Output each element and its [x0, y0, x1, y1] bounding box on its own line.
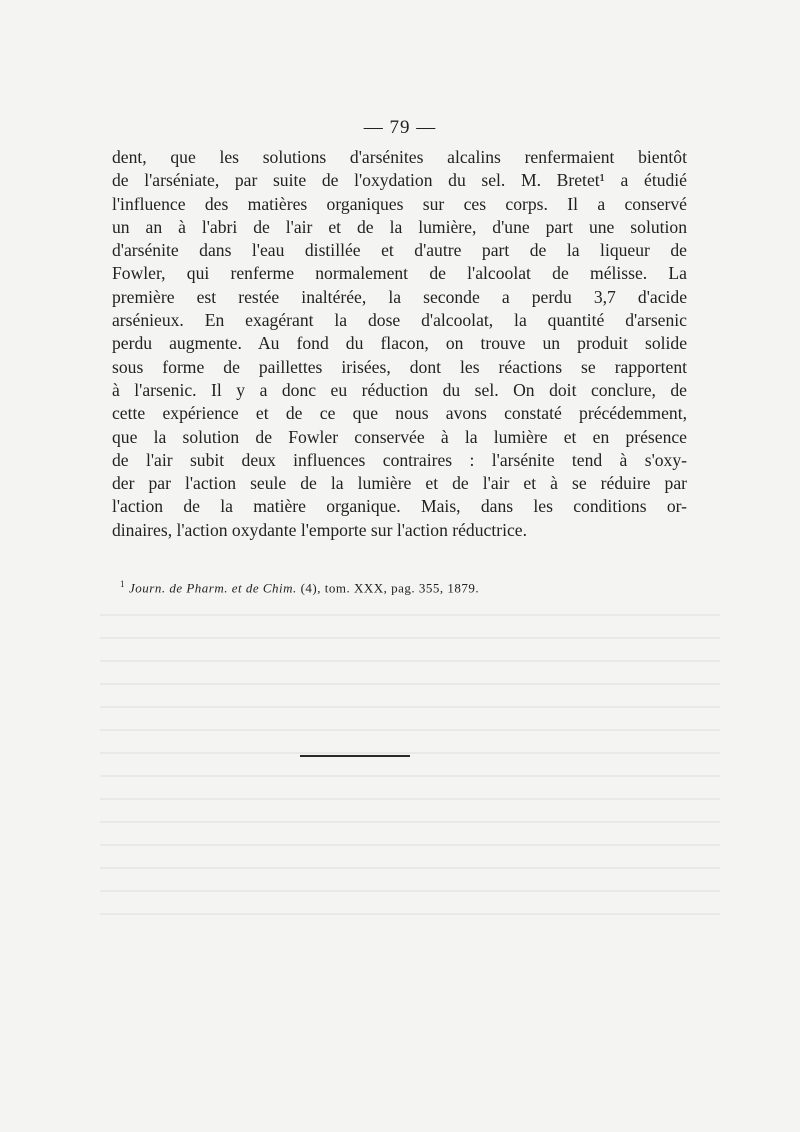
- body-text: [112, 146, 687, 542]
- text-line: l'influence des matières organiques sur ces corps. Il a conservé: [112, 193, 687, 214]
- footnote: [120, 579, 680, 596]
- text-line: Fowler, qui renferme normalement de l'alcoolat de mélisse. La: [112, 263, 687, 284]
- section-divider: [300, 755, 410, 757]
- text-line: de l'air subit deux influences contraires : l'arsénite tend à s'oxy-: [112, 449, 687, 470]
- text-line: der par l'action seule de la lumière et de l'air et à se réduire par: [112, 473, 687, 494]
- text-line: perdu augmente. Au fond du flacon, on trouve un produit solide: [112, 333, 687, 354]
- text-line: première est restée inaltérée, la seconde a perdu 3,7 d'acide: [112, 286, 687, 307]
- text-line: d'arsénite dans l'eau distillée et d'autre part de la liqueur de: [112, 240, 687, 261]
- text-line: à l'arsenic. Il y a donc eu réduction du sel. On doit conclure, de: [112, 379, 687, 400]
- footnote-mark: 1: [120, 579, 125, 589]
- text-line: sous forme de paillettes irisées, dont les réactions se rapportent: [112, 356, 687, 377]
- text-line: cette expérience et de ce que nous avons constaté précédemment,: [112, 403, 687, 424]
- text-line: dinaires, l'action oxydante l'emporte sur l'action réductrice.: [112, 519, 527, 540]
- page-bleed-through: [100, 600, 720, 920]
- footnote-journal: Journ. de Pharm. et de Chim.: [129, 580, 297, 596]
- text-line: l'action de la matière organique. Mais, dans les conditions or-: [112, 496, 687, 517]
- text-line: de l'arséniate, par suite de l'oxydation du sel. M. Bretet¹ a étudié: [112, 170, 687, 191]
- text-line: que la solution de Fowler conservée à la lumière et en présence: [112, 426, 687, 447]
- footnote-reference: (4), tom. XXX, pag. 355, 1879.: [296, 580, 480, 596]
- text-line: dent, que les solutions d'arsénites alcalins renfermaient bientôt: [112, 147, 687, 167]
- page-number: — 79 —: [363, 117, 437, 138]
- text-line: arsénieux. En exagérant la dose d'alcoolat, la quantité d'arsenic: [112, 310, 687, 331]
- text-line: un an à l'abri de l'air et de la lumière, d'une part une solution: [112, 216, 687, 237]
